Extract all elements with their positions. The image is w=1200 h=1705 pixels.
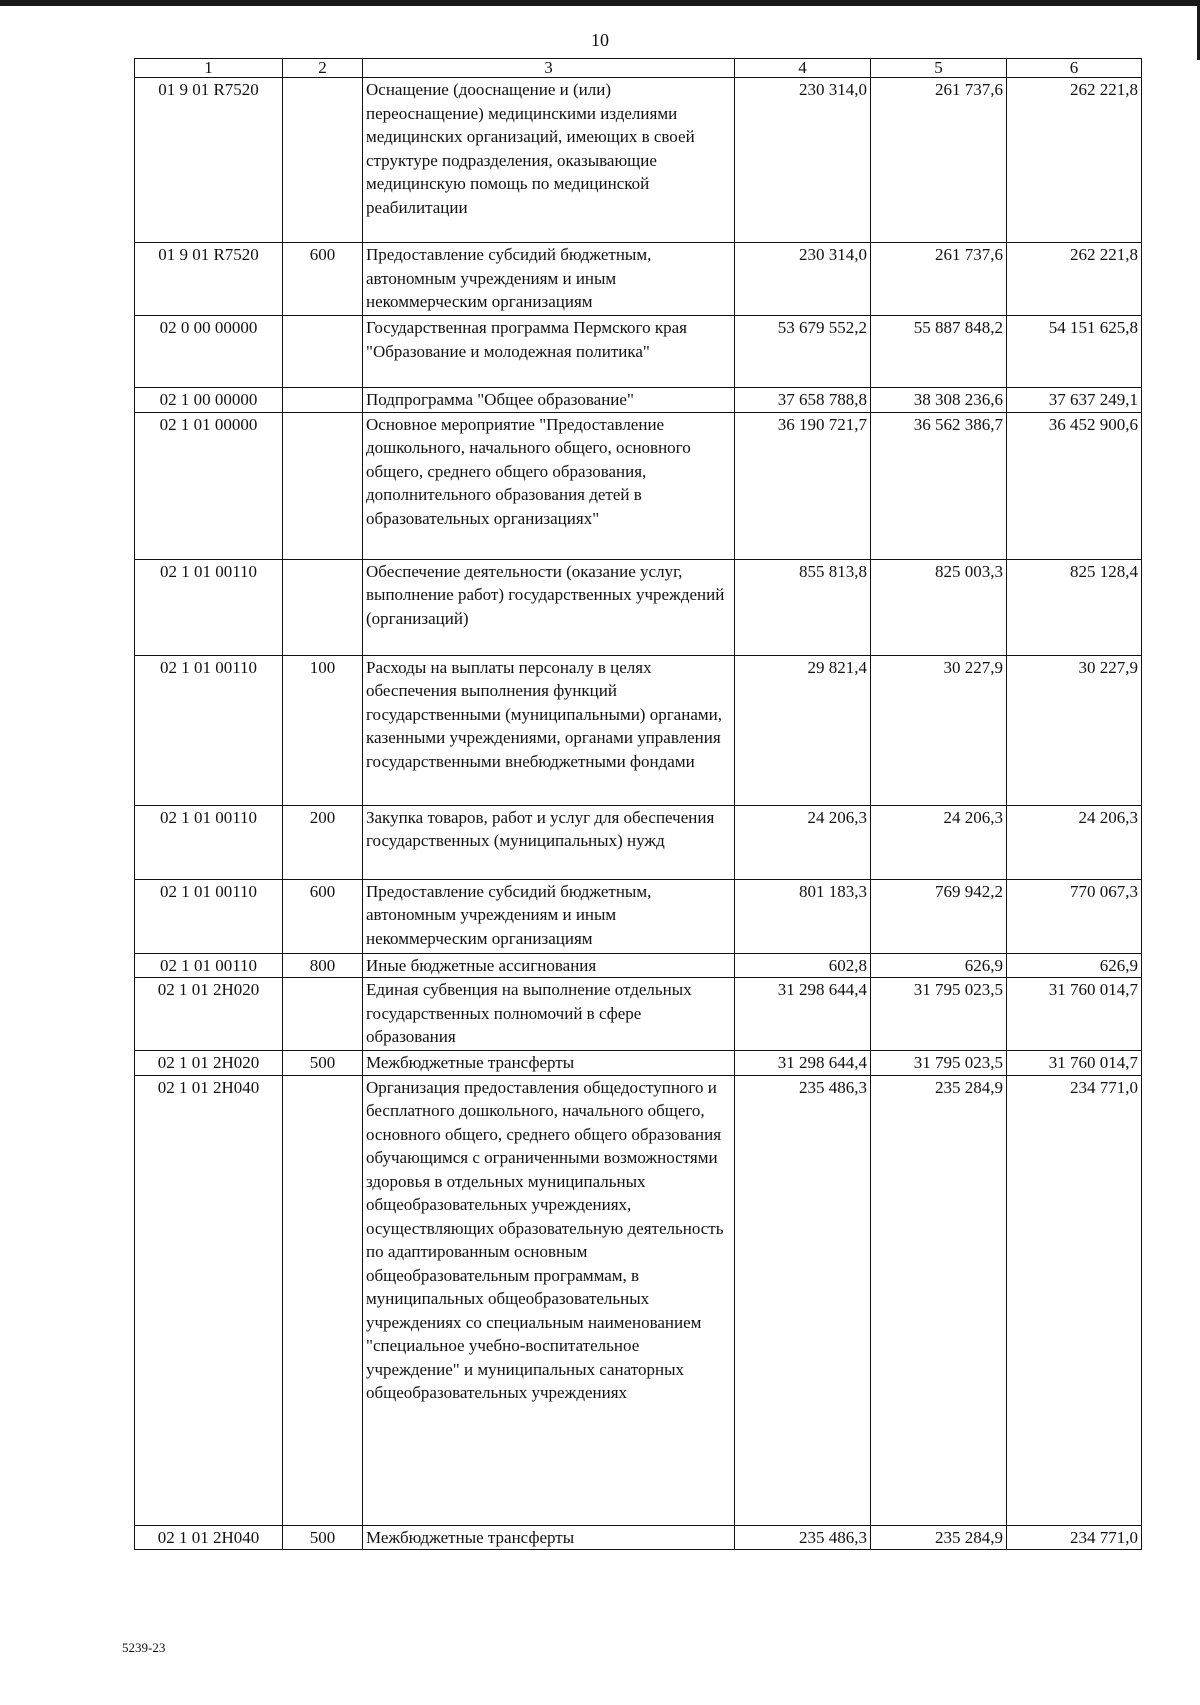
row-value-col6: 262 221,8 — [1007, 78, 1142, 243]
row-value-col6: 234 771,0 — [1007, 1525, 1142, 1550]
row-value-col6: 30 227,9 — [1007, 655, 1142, 805]
row-expense-type: 600 — [283, 879, 363, 953]
row-expense-type — [283, 388, 363, 413]
row-name: Подпрограмма "Общее образование" — [363, 388, 735, 413]
header-col-5: 5 — [871, 59, 1007, 78]
row-value-col5: 31 795 023,5 — [871, 978, 1007, 1051]
row-value-col4: 53 679 552,2 — [735, 316, 871, 388]
document-code: 5239-23 — [122, 1640, 166, 1655]
row-value-col4: 801 183,3 — [735, 879, 871, 953]
table-row — [135, 805, 1142, 879]
row-value-col5: 30 227,9 — [871, 655, 1007, 805]
row-name: Закупка товаров, работ и услуг для обеспечения государственных (муниципальных) нужд — [363, 805, 735, 879]
row-value-col4: 230 314,0 — [735, 243, 871, 316]
budget-table — [134, 58, 1142, 1550]
row-value-col6: 626,9 — [1007, 953, 1142, 978]
row-name: Межбюджетные трансферты — [363, 1051, 735, 1076]
row-code: 02 1 01 2H040 — [135, 1075, 283, 1525]
row-expense-type — [283, 412, 363, 559]
row-code: 02 1 01 00110 — [135, 879, 283, 953]
table-row — [135, 1075, 1142, 1525]
row-value-col6: 825 128,4 — [1007, 559, 1142, 655]
row-value-col5: 36 562 386,7 — [871, 412, 1007, 559]
row-value-col6: 262 221,8 — [1007, 243, 1142, 316]
row-expense-type: 200 — [283, 805, 363, 879]
row-name: Единая субвенция на выполнение отдельных государственных полномочий в сфере образования — [363, 978, 735, 1051]
row-value-col6: 31 760 014,7 — [1007, 1051, 1142, 1076]
row-value-col5: 235 284,9 — [871, 1075, 1007, 1525]
row-name: Межбюджетные трансферты — [363, 1525, 735, 1550]
table-row — [135, 1525, 1142, 1550]
row-name: Предоставление субсидий бюджетным, автономным учреждениям и иным некоммерческим организациям — [363, 879, 735, 953]
row-value-col4: 31 298 644,4 — [735, 1051, 871, 1076]
row-value-col5: 24 206,3 — [871, 805, 1007, 879]
row-code: 02 1 01 00110 — [135, 655, 283, 805]
row-expense-type — [283, 978, 363, 1051]
table-row — [135, 655, 1142, 805]
table-row — [135, 1051, 1142, 1076]
row-value-col6: 31 760 014,7 — [1007, 978, 1142, 1051]
row-code: 02 1 01 00110 — [135, 953, 283, 978]
header-col-3: 3 — [363, 59, 735, 78]
row-code: 02 1 01 00000 — [135, 412, 283, 559]
row-expense-type: 100 — [283, 655, 363, 805]
header-col-1: 1 — [135, 59, 283, 78]
row-code: 01 9 01 R7520 — [135, 78, 283, 243]
row-value-col4: 235 486,3 — [735, 1075, 871, 1525]
row-value-col5: 825 003,3 — [871, 559, 1007, 655]
table-row — [135, 879, 1142, 953]
row-code: 02 1 01 2H020 — [135, 1051, 283, 1076]
page-number: 10 — [591, 30, 609, 50]
row-value-col4: 31 298 644,4 — [735, 978, 871, 1051]
table-row — [135, 559, 1142, 655]
row-code: 01 9 01 R7520 — [135, 243, 283, 316]
row-expense-type: 600 — [283, 243, 363, 316]
row-code: 02 1 00 00000 — [135, 388, 283, 413]
row-name: Обеспечение деятельности (оказание услуг, выполнение работ) государственных учреждений (организаций) — [363, 559, 735, 655]
row-code: 02 1 01 2H020 — [135, 978, 283, 1051]
row-value-col4: 230 314,0 — [735, 78, 871, 243]
row-value-col4: 37 658 788,8 — [735, 388, 871, 413]
row-name: Государственная программа Пермского края "Образование и молодежная политика" — [363, 316, 735, 388]
table-row — [135, 78, 1142, 243]
row-code: 02 1 01 00110 — [135, 559, 283, 655]
table-row — [135, 978, 1142, 1051]
row-expense-type — [283, 316, 363, 388]
row-name: Расходы на выплаты персоналу в целях обеспечения выполнения функций государственными (муниципальными) органами, казенными учреждениями, органами управления государственными внебюджетными фондами — [363, 655, 735, 805]
header-col-6: 6 — [1007, 59, 1142, 78]
row-value-col5: 261 737,6 — [871, 78, 1007, 243]
row-expense-type: 500 — [283, 1051, 363, 1076]
table-row — [135, 243, 1142, 316]
row-code: 02 0 00 00000 — [135, 316, 283, 388]
row-value-col4: 36 190 721,7 — [735, 412, 871, 559]
header-col-2: 2 — [283, 59, 363, 78]
row-value-col4: 602,8 — [735, 953, 871, 978]
row-name: Оснащение (дооснащение и (или) переоснащение) медицинскими изделиями медицинских организаций, имеющих в своей структуре подразделения, оказывающие медицинскую помощь по медицинской реабилитации — [363, 78, 735, 243]
row-value-col6: 24 206,3 — [1007, 805, 1142, 879]
row-value-col6: 770 067,3 — [1007, 879, 1142, 953]
row-value-col5: 38 308 236,6 — [871, 388, 1007, 413]
row-name: Иные бюджетные ассигнования — [363, 953, 735, 978]
row-name: Основное мероприятие "Предоставление дошкольного, начального общего, основного общего, среднего общего образования, дополнительного образования детей в образовательных организациях" — [363, 412, 735, 559]
row-expense-type: 500 — [283, 1525, 363, 1550]
row-code: 02 1 01 00110 — [135, 805, 283, 879]
header-col-4: 4 — [735, 59, 871, 78]
row-value-col6: 37 637 249,1 — [1007, 388, 1142, 413]
row-value-col4: 29 821,4 — [735, 655, 871, 805]
table-header-row — [135, 59, 1142, 78]
row-value-col6: 54 151 625,8 — [1007, 316, 1142, 388]
row-value-col5: 261 737,6 — [871, 243, 1007, 316]
table-row — [135, 388, 1142, 413]
row-expense-type — [283, 1075, 363, 1525]
row-value-col6: 36 452 900,6 — [1007, 412, 1142, 559]
table-row — [135, 953, 1142, 978]
scan-top-border — [0, 0, 1200, 6]
row-expense-type — [283, 78, 363, 243]
row-code: 02 1 01 2H040 — [135, 1525, 283, 1550]
row-value-col5: 55 887 848,2 — [871, 316, 1007, 388]
row-value-col4: 24 206,3 — [735, 805, 871, 879]
row-value-col5: 769 942,2 — [871, 879, 1007, 953]
row-value-col5: 235 284,9 — [871, 1525, 1007, 1550]
table-row — [135, 412, 1142, 559]
row-value-col4: 235 486,3 — [735, 1525, 871, 1550]
row-value-col5: 31 795 023,5 — [871, 1051, 1007, 1076]
row-value-col4: 855 813,8 — [735, 559, 871, 655]
row-name: Предоставление субсидий бюджетным, автономным учреждениям и иным некоммерческим организациям — [363, 243, 735, 316]
row-value-col5: 626,9 — [871, 953, 1007, 978]
table-row — [135, 316, 1142, 388]
row-expense-type — [283, 559, 363, 655]
row-value-col6: 234 771,0 — [1007, 1075, 1142, 1525]
row-expense-type: 800 — [283, 953, 363, 978]
row-name: Организация предоставления общедоступного и бесплатного дошкольного, начального общего, основного общего, среднего общего образования обучающимся с ограниченными возможностями здоровья в отдельных муниципальных общеобразовательных учреждениях, осуществляющих образовательную деятельность по адаптированным основным общеобразовательным программам, в муниципальных общеобразовательных учреждениях со специальным наименованием "специальное учебно-воспитательное учреждение" и муниципальных санаторных общеобразовательных учреждениях — [363, 1075, 735, 1525]
